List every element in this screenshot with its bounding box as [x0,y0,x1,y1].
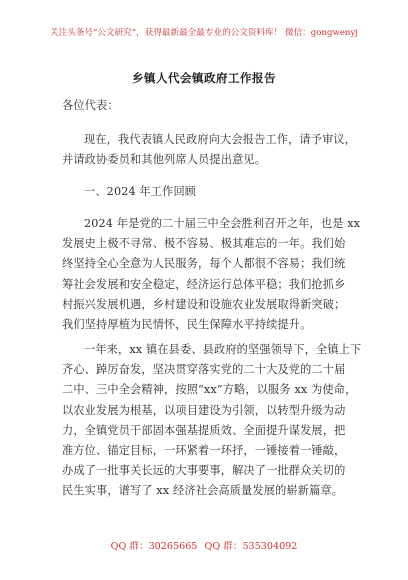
paragraph-line: 办成了一批事关长远的大事要事，解决了一批群众关切的 [62,464,346,478]
paragraph-line: 2024 年是党的二十届三中全会胜利召开之年，也是 xx [84,217,361,230]
paragraph-line: 终坚持全心全意为人民服务，每个人都很不容易；我们统 [62,257,346,271]
paragraph-line: 并请政协委员和其他列席人员提出意见。 [62,153,267,167]
salutation-line: 各位代表： [62,99,119,112]
paragraph-line: 发展史上极不寻常、极不容易、极其难忘的一年。我们始 [62,237,346,251]
paragraph-line: 二中、三中全会精神，按照“xx”方略，以服务 xx 为使命， [62,383,357,397]
section-heading [62,182,352,202]
intro-paragraph [62,130,357,170]
salutation [62,96,352,116]
paragraph-line: 我们坚持厚植为民情怀，民生保障水平持续提升。 [62,318,312,332]
paragraph-line: 力，全镇党员干部固本强基提质效、全面提升谋发展，把 [62,423,346,437]
section-heading-line: 一、2024 年工作回顾 [84,185,197,198]
paragraph-line: 准方位、锚定目标，一环紧着一环抒，一锤接着一锤敲， [62,444,346,458]
paragraph-line: 现在，我代表镇人民政府向大会报告工作，请予审议， [84,133,357,146]
paragraph-line: 齐心、踔厉奋发，坚决贯穿落实党的二十大及党的二十届 [62,363,346,377]
body-paragraph-2 [62,340,362,502]
paragraph-line: 一年来，xx 镇在县委、县政府的坚强领导下，全镇上下 [84,343,362,356]
paragraph-line: 以农业发展为根基，以项目建设为引领，以转型升级为动 [62,403,346,417]
qq-group-1: QQ 群：30265665 [110,541,198,552]
paragraph-line: 筹社会发展和安全稳定，经济运行总体平稳；我们抢抓乡 [62,277,346,291]
document-title: 乡镇人代会镇政府工作报告 [132,71,276,85]
qq-group-2: QQ 群：535304092 [204,541,298,552]
promo-banner: 关注头条号“公文研究”，获得最新最全最专业的公文资料库！ 微信：gongwenyj [50,28,358,38]
paragraph-line: 民生实事，谱写了 xx 经济社会高质量发展的崭新篇章。 [62,484,344,498]
paragraph-line: 村振兴发展机遇，乡村建设和设施农业发展取得新突破； [62,297,346,311]
footer-contacts [0,538,408,552]
body-paragraph-1 [62,214,361,335]
